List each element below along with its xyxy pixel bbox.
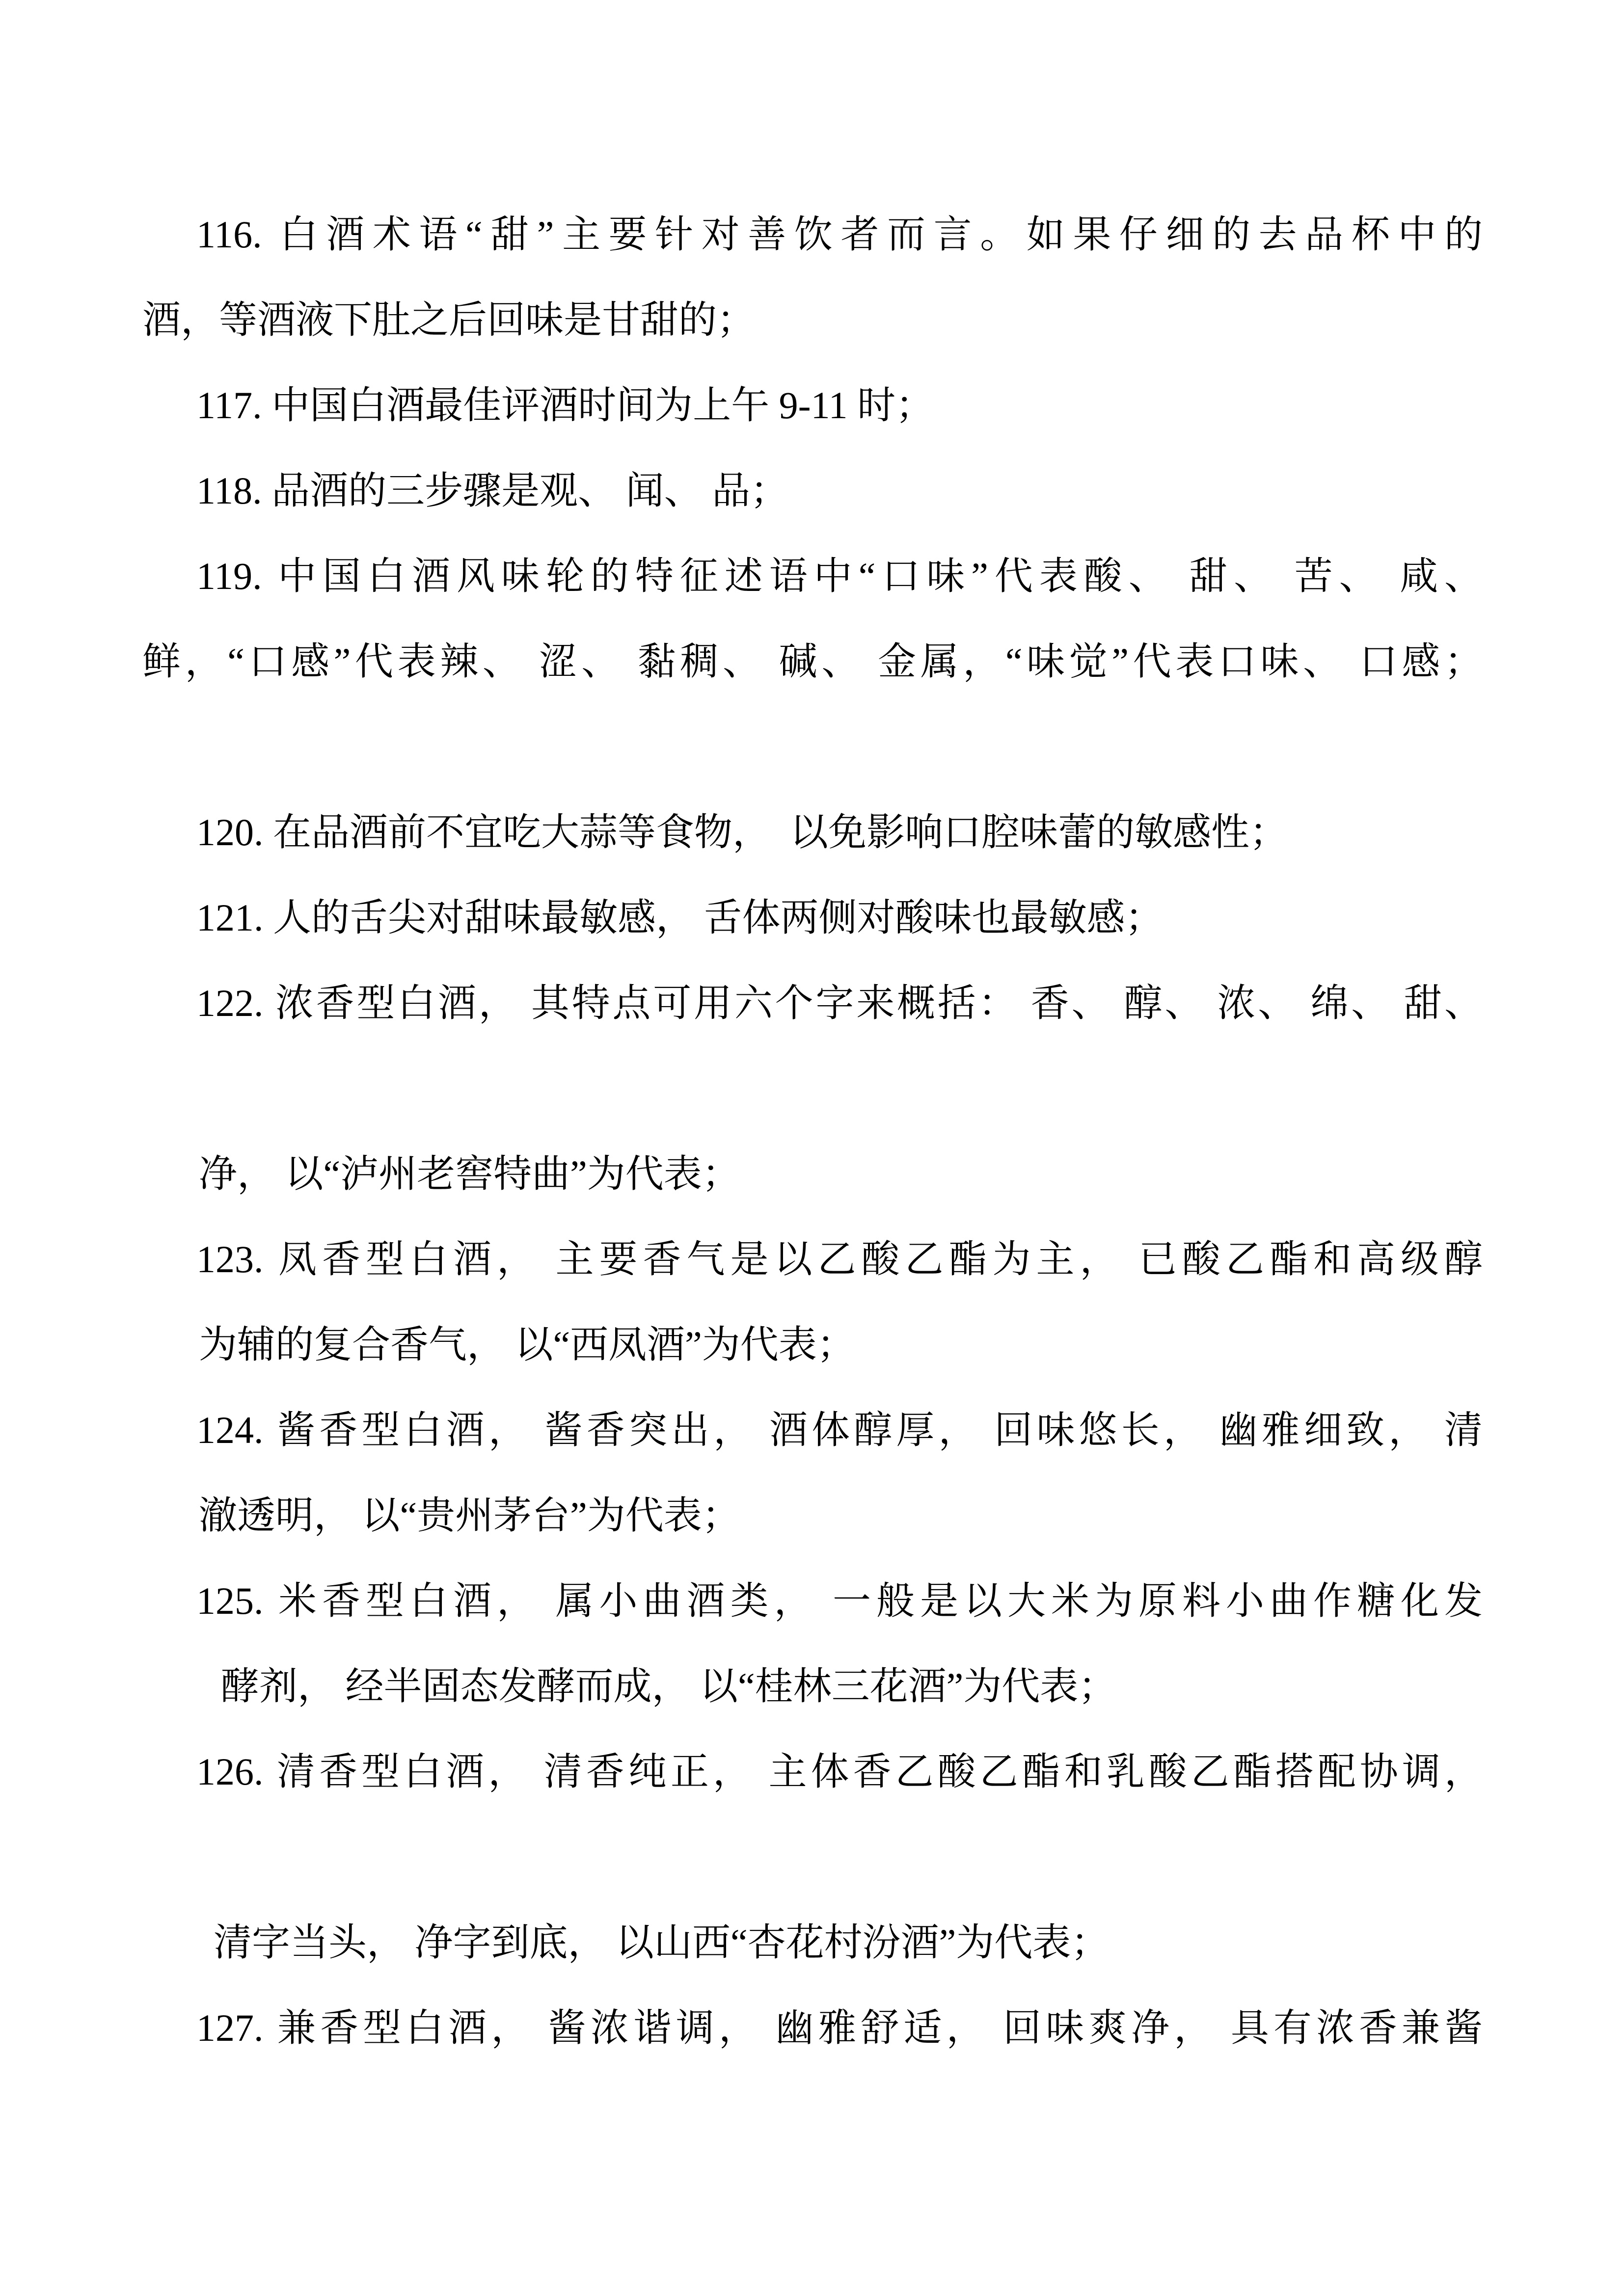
text-line: 120. 在品酒前不宜吃大蒜等食物， 以免影响口腔味蕾的敏感性； — [196, 811, 1288, 854]
text-line: 125. 米香型白酒， 属小曲酒类， 一般是以大米为原料小曲作糖化发 — [196, 1579, 1483, 1622]
text-line: 118. 品酒的三步骤是观、 闻、 品； — [196, 469, 789, 512]
text-line: 116. 白酒术语“甜”主要针对善饮者而言。如果仔细的去品杯中的 — [196, 213, 1483, 256]
text-line: 127. 兼香型白酒， 酱浓谐调， 幽雅舒适， 回味爽净， 具有浓香兼酱 — [196, 2006, 1483, 2049]
text-line: 澈透明， 以“贵州茅台”为代表； — [199, 1494, 740, 1537]
text-line: 123. 凤香型白酒， 主要香气是以乙酸乙酯为主， 已酸乙酯和高级醇 — [196, 1238, 1483, 1281]
text-line: 酵剂， 经半固态发酵而成， 以“桂林三花酒”为代表； — [221, 1665, 1117, 1708]
text-line: 为辅的复合香气， 以“西凤酒”为代表； — [199, 1323, 855, 1366]
blank-line — [142, 1815, 1483, 1900]
blank-line — [142, 1046, 1483, 1131]
text-line: 净， 以“泸州老窖特曲”为代表； — [199, 1152, 740, 1195]
text-line: 122. 浓香型白酒， 其特点可用六个字来概括： 香、 醇、 浓、 绵、 甜、 — [196, 982, 1483, 1024]
text-line: 清字当头， 净字到底， 以山西“杏花村汾酒”为代表； — [214, 1921, 1110, 1964]
text-line: 117. 中国白酒最佳评酒时间为上午 9-11 时； — [196, 384, 934, 427]
text-line: 121. 人的舌尖对甜味最敏感， 舌体两侧对酸味也最敏感； — [196, 896, 1164, 939]
text-line: 124. 酱香型白酒， 酱香突出， 酒体醇厚， 回味悠长， 幽雅细致， 清 — [196, 1409, 1483, 1451]
blank-line — [142, 704, 1483, 790]
text-line: 酒，等酒液下肚之后回味是甘甜的； — [142, 298, 756, 341]
text-line: 119. 中国白酒风味轮的特征述语中“口味”代表酸、 甜、 苦、 咸、 — [196, 555, 1483, 597]
text-line: 126. 清香型白酒， 清香纯正， 主体香乙酸乙酯和乳酸乙酯搭配协调， — [196, 1750, 1483, 1793]
text-line: 鲜，“口感”代表辣、 涩、 黏稠、 碱、 金属，“味觉”代表口味、 口感； — [142, 640, 1483, 683]
document-text — [142, 192, 1483, 2071]
